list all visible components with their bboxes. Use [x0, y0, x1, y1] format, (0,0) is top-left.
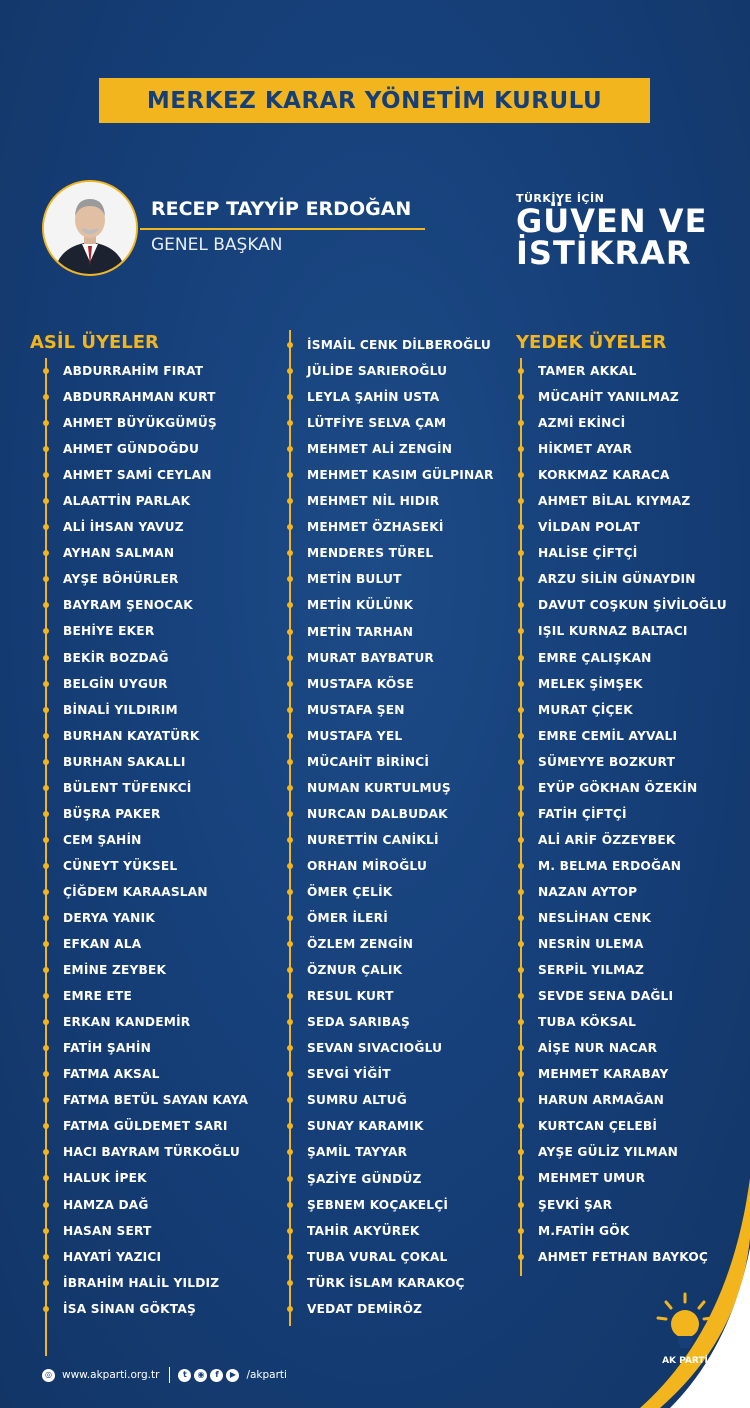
member-item: SEVGİ YİĞİT — [288, 1061, 494, 1087]
member-item: ÖMER ÇELİK — [288, 879, 494, 905]
member-item: SEVDE SENA DAĞLI — [519, 983, 727, 1009]
member-item: MEHMET KARABAY — [519, 1061, 727, 1087]
member-item: ERKAN KANDEMİR — [44, 1009, 248, 1035]
member-item: MUSTAFA YEL — [288, 723, 494, 749]
slogan-small: TÜRKİYE İÇİN — [516, 192, 605, 205]
title-banner — [99, 78, 650, 123]
website-link[interactable]: www.akparti.org.tr — [62, 1369, 160, 1381]
member-item: BEKİR BOZDAĞ — [44, 645, 248, 671]
member-item: ÖMER İLERİ — [288, 905, 494, 931]
asil-heading: ASİL ÜYELER — [30, 332, 159, 353]
member-item: NAZAN AYTOP — [519, 879, 727, 905]
member-item: AHMET BÜYÜKGÜMÜŞ — [44, 410, 248, 436]
facebook-icon[interactable]: f — [210, 1369, 223, 1382]
member-item: SÜMEYYE BOZKURT — [519, 749, 727, 775]
member-item: AYŞE GÜLİZ YILMAN — [519, 1139, 727, 1165]
member-item: HALİSE ÇİFTÇİ — [519, 540, 727, 566]
member-item: TUBA VURAL ÇOKAL — [288, 1244, 494, 1270]
member-item: CÜNEYT YÜKSEL — [44, 853, 248, 879]
member-item: MEHMET NİL HIDIR — [288, 488, 494, 514]
member-item: TAMER AKKAL — [519, 358, 727, 384]
member-item: BİNALİ YILDIRIM — [44, 697, 248, 723]
logo-text: AK PARTİ — [662, 1356, 708, 1366]
twitter-icon[interactable]: t — [178, 1369, 191, 1382]
member-item: MÜCAHİT YANILMAZ — [519, 384, 727, 410]
member-item: NESRİN ULEMA — [519, 931, 727, 957]
member-item: ORHAN MİROĞLU — [288, 853, 494, 879]
member-item: HAYATİ YAZICI — [44, 1244, 248, 1270]
member-item: BEHİYE EKER — [44, 618, 248, 644]
member-item: ÖZLEM ZENGİN — [288, 931, 494, 957]
member-item: EMRE ETE — [44, 983, 248, 1009]
slogan — [516, 192, 716, 272]
member-item: EMRE CEMİL AYVALI — [519, 723, 727, 749]
member-item: MENDERES TÜREL — [288, 540, 494, 566]
member-item: EMRE ÇALIŞKAN — [519, 645, 727, 671]
member-item: ÇİĞDEM KARAASLAN — [44, 879, 248, 905]
member-item: NURCAN DALBUDAK — [288, 801, 494, 827]
member-item: LEYLA ŞAHİN USTA — [288, 384, 494, 410]
ak-parti-logo — [650, 1292, 720, 1366]
member-item: VEDAT DEMİRÖZ — [288, 1296, 494, 1322]
member-item: FATMA AKSAL — [44, 1061, 248, 1087]
member-item: İSA SİNAN GÖKTAŞ — [44, 1296, 248, 1322]
member-item: ŞEBNEM KOÇAKELÇİ — [288, 1192, 494, 1218]
member-item: BELGİN UYGUR — [44, 671, 248, 697]
member-item: BURHAN SAKALLI — [44, 749, 248, 775]
member-item: JÜLİDE SARIEROĞLU — [288, 358, 494, 384]
member-item: TÜRK İSLAM KARAKOÇ — [288, 1270, 494, 1296]
social-handle[interactable]: /akparti — [246, 1369, 287, 1381]
slogan-line-1: GÜVEN VE — [516, 202, 708, 240]
member-item: TAHİR AKYÜREK — [288, 1218, 494, 1244]
leader-photo — [42, 180, 138, 276]
member-item: ABDURRAHMAN KURT — [44, 384, 248, 410]
globe-icon: ◎ — [42, 1369, 55, 1382]
member-item: VİLDAN POLAT — [519, 514, 727, 540]
member-item: M.FATİH GÖK — [519, 1218, 727, 1244]
member-item: ALAATTİN PARLAK — [44, 488, 248, 514]
member-item: NUMAN KURTULMUŞ — [288, 775, 494, 801]
member-item: ŞEVKİ ŞAR — [519, 1192, 727, 1218]
member-item: AZMİ EKİNCİ — [519, 410, 727, 436]
member-item: ALİ İHSAN YAVUZ — [44, 514, 248, 540]
member-item: FATMA BETÜL SAYAN KAYA — [44, 1087, 248, 1113]
member-item: MÜCAHİT BİRİNCİ — [288, 749, 494, 775]
member-item: ABDURRAHİM FIRAT — [44, 358, 248, 384]
member-item: HİKMET AYAR — [519, 436, 727, 462]
leader-name: RECEP TAYYİP ERDOĞAN — [151, 198, 412, 220]
member-item: MURAT BAYBATUR — [288, 645, 494, 671]
member-item: METİN TARHAN — [288, 619, 494, 645]
member-item: METİN KÜLÜNK — [288, 592, 494, 618]
member-item: EYÜP GÖKHAN ÖZEKİN — [519, 775, 727, 801]
portrait-icon — [44, 182, 136, 274]
member-item: AİŞE NUR NACAR — [519, 1035, 727, 1061]
member-item: BAYRAM ŞENOCAK — [44, 592, 248, 618]
yedek-heading: YEDEK ÜYELER — [516, 332, 667, 353]
member-item: AYŞE BÖHÜRLER — [44, 566, 248, 592]
member-item: MEHMET UMUR — [519, 1165, 727, 1191]
member-item: EFKAN ALA — [44, 931, 248, 957]
member-item: MEHMET KASIM GÜLPINAR — [288, 462, 494, 488]
footer — [42, 1366, 287, 1384]
member-item: İBRAHİM HALİL YILDIZ — [44, 1270, 248, 1296]
member-item: DERYA YANIK — [44, 905, 248, 931]
leader-divider — [140, 228, 425, 230]
member-item: MUSTAFA KÖSE — [288, 671, 494, 697]
member-item: HALUK İPEK — [44, 1165, 248, 1191]
member-item: MELEK ŞİMŞEK — [519, 671, 727, 697]
member-item: MEHMET ALİ ZENGİN — [288, 436, 494, 462]
member-item: NESLİHAN CENK — [519, 905, 727, 931]
footer-divider — [169, 1367, 170, 1383]
member-item: LÜTFİYE SELVA ÇAM — [288, 410, 494, 436]
member-item: AHMET GÜNDOĞDU — [44, 436, 248, 462]
member-item: AYHAN SALMAN — [44, 540, 248, 566]
member-item: İSMAİL CENK DİLBEROĞLU — [288, 332, 494, 358]
member-item: SERPİL YILMAZ — [519, 957, 727, 983]
member-item: BURHAN KAYATÜRK — [44, 723, 248, 749]
asil-list-1 — [44, 358, 248, 1322]
member-item: HARUN ARMAĞAN — [519, 1087, 727, 1113]
member-item: HACI BAYRAM TÜRKOĞLU — [44, 1139, 248, 1165]
member-item: SUNAY KARAMIK — [288, 1113, 494, 1139]
member-item: MURAT ÇİÇEK — [519, 697, 727, 723]
yedek-list — [519, 358, 727, 1270]
member-item: MUSTAFA ŞEN — [288, 697, 494, 723]
member-item: AHMET SAMİ CEYLAN — [44, 462, 248, 488]
member-item: KORKMAZ KARACA — [519, 462, 727, 488]
member-item: DAVUT COŞKUN ŞİVİLOĞLU — [519, 592, 727, 618]
member-item: HAMZA DAĞ — [44, 1192, 248, 1218]
member-item: ŞAZİYE GÜNDÜZ — [288, 1166, 494, 1192]
member-item: ARZU SİLİN GÜNAYDIN — [519, 566, 727, 592]
member-item: RESUL KURT — [288, 983, 494, 1009]
member-item: HASAN SERT — [44, 1218, 248, 1244]
member-item: BÜLENT TÜFENKCİ — [44, 775, 248, 801]
member-item: MEHMET ÖZHASEKİ — [288, 514, 494, 540]
member-item: FATMA GÜLDEMET SARI — [44, 1113, 248, 1139]
member-item: ŞAMİL TAYYAR — [288, 1139, 494, 1165]
member-item: CEM ŞAHİN — [44, 827, 248, 853]
member-item: BÜŞRA PAKER — [44, 801, 248, 827]
member-item: IŞIL KURNAZ BALTACI — [519, 618, 727, 644]
member-item: FATİH ŞAHİN — [44, 1035, 248, 1061]
youtube-icon[interactable]: ▶ — [226, 1369, 239, 1382]
member-item: TUBA KÖKSAL — [519, 1009, 727, 1035]
lightbulb-icon — [654, 1292, 716, 1350]
member-item: ÖZNUR ÇALIK — [288, 957, 494, 983]
page-title: MERKEZ KARAR YÖNETİM KURULU — [146, 87, 603, 114]
instagram-icon[interactable]: ◉ — [194, 1369, 207, 1382]
member-item: KURTCAN ÇELEBİ — [519, 1113, 727, 1139]
member-item: EMİNE ZEYBEK — [44, 957, 248, 983]
slogan-line-2: İSTİKRAR — [516, 234, 692, 272]
member-item: AHMET BİLAL KIYMAZ — [519, 488, 727, 514]
member-item: SEDA SARIBAŞ — [288, 1009, 494, 1035]
leader-title: GENEL BAŞKAN — [151, 235, 283, 255]
member-item: NURETTİN CANİKLİ — [288, 827, 494, 853]
member-item: AHMET FETHAN BAYKOÇ — [519, 1244, 727, 1270]
asil-list-2 — [288, 332, 494, 1322]
member-item: SUMRU ALTUĞ — [288, 1087, 494, 1113]
member-item: M. BELMA ERDOĞAN — [519, 853, 727, 879]
member-item: FATİH ÇİFTÇİ — [519, 801, 727, 827]
member-item: METİN BULUT — [288, 566, 494, 592]
member-item: ALİ ARİF ÖZZEYBEK — [519, 827, 727, 853]
member-item: SEVAN SIVACIOĞLU — [288, 1035, 494, 1061]
